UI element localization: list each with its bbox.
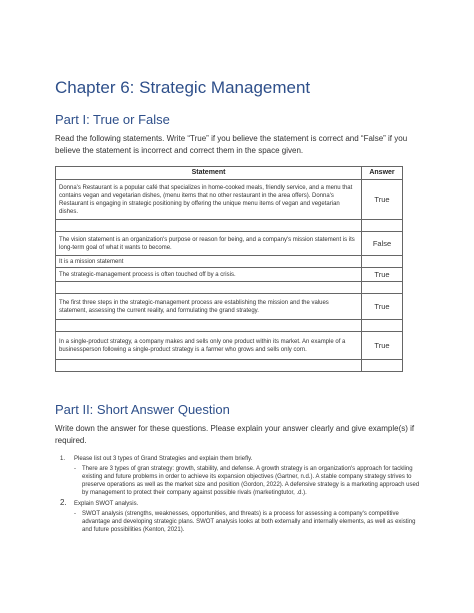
true-false-table (55, 166, 403, 372)
answer-cell: True (362, 268, 403, 282)
answer-cell (362, 282, 403, 294)
answer-cell: True (362, 332, 403, 360)
table-row (56, 332, 403, 360)
table-row (56, 320, 403, 332)
chapter-title: Chapter 6: Strategic Management (55, 78, 311, 97)
correction-cell (56, 360, 362, 372)
part2-heading: Part II: Short Answer Question (55, 402, 230, 417)
answer-cell (362, 320, 403, 332)
answer-cell (362, 360, 403, 372)
correction-cell: It is a mission statement (56, 256, 362, 268)
answer-cell (362, 256, 403, 268)
part2-instructions: Write down the answer for these questions. Please explain your answer clearly and give example(s) if required. (55, 424, 415, 445)
correction-cell (56, 320, 362, 332)
statement-cell: The strategic-management process is often touched off by a crisis. (56, 268, 362, 282)
question-text: Explain SWOT analysis. (74, 501, 139, 507)
table-row (56, 360, 403, 372)
question-item (60, 455, 420, 497)
answer-text: SWOT analysis (strengths, weaknesses, opportunities, and threats) is a process for assessing a company's competitive advantage and developing strategic plans. SWOT analysis looks at both externally and internally elements, as well as existing and future possibilities (Kenton, 2021). (82, 511, 416, 533)
table-row (56, 282, 403, 294)
part1-instructions: Read the following statements. Write “True” if you believe the statement is correct and “False” if you believe the statement is incorrect and correct them in the space given. (55, 134, 408, 155)
answer-cell: True (362, 180, 403, 220)
statement-cell: The vision statement is an organization's purpose or reason for being, and a company's mission statement is its long-term goal of what it wants to become. (56, 232, 362, 256)
question-list (60, 455, 420, 534)
table-header-row (56, 167, 403, 180)
table-row (56, 220, 403, 232)
answer-column-header: Answer (362, 167, 403, 180)
answer-cell: False (362, 232, 403, 256)
answer-block (70, 465, 420, 497)
statement-cell: Donna's Restaurant is a popular café that specializes in home-cooked meals, friendly service, and a menu that contains vegan and vegetarian dishes, (menu items that no other restaurant in the area offers). Donna's Restaurant is engaging in strategic positioning by offering the unique menu items of vegan and vegetarian dishes. (56, 180, 362, 220)
answer-marker: - (74, 511, 76, 517)
answer-cell: True (362, 294, 403, 320)
table-row (56, 232, 403, 256)
question-number: 2. (60, 498, 67, 507)
table-row (56, 268, 403, 282)
question-text: Please list out 3 types of Grand Strategies and explain them briefly. (74, 456, 253, 462)
question-number: 1. (60, 456, 66, 462)
part1-heading: Part I: True or False (55, 112, 170, 127)
statement-column-header: Statement (56, 167, 362, 180)
statement-cell: The first three steps in the strategic-management process are establishing the mission and the values statement, assessing the current reality, and formulating the grand strategy. (56, 294, 362, 320)
table-row (56, 180, 403, 220)
answer-block (70, 510, 420, 534)
correction-cell (56, 220, 362, 232)
table-row (56, 294, 403, 320)
answer-cell (362, 220, 403, 232)
answer-marker: - (74, 466, 76, 472)
correction-cell (56, 282, 362, 294)
statement-cell: In a single-product strategy, a company makes and sells only one product within its market. An example of a businessperson following a single-product strategy is a farmer who grows and sells only corn. (56, 332, 362, 360)
table-row (56, 256, 403, 268)
answer-text: There are 3 types of gran strategy: growth, stability, and defense. A growth strategy is an organization's approach for tackling existing and future problems in order to achieve its expansion objectives (Gartner, n.d.). A stable company strategy strives to preserve operations as well as the market size and position (Gordon, 2022). A defensive strategy is a marketing approach used by management to protect their company against possible rivals (marketingtutor, .d.). (82, 466, 420, 496)
question-item (60, 498, 420, 534)
